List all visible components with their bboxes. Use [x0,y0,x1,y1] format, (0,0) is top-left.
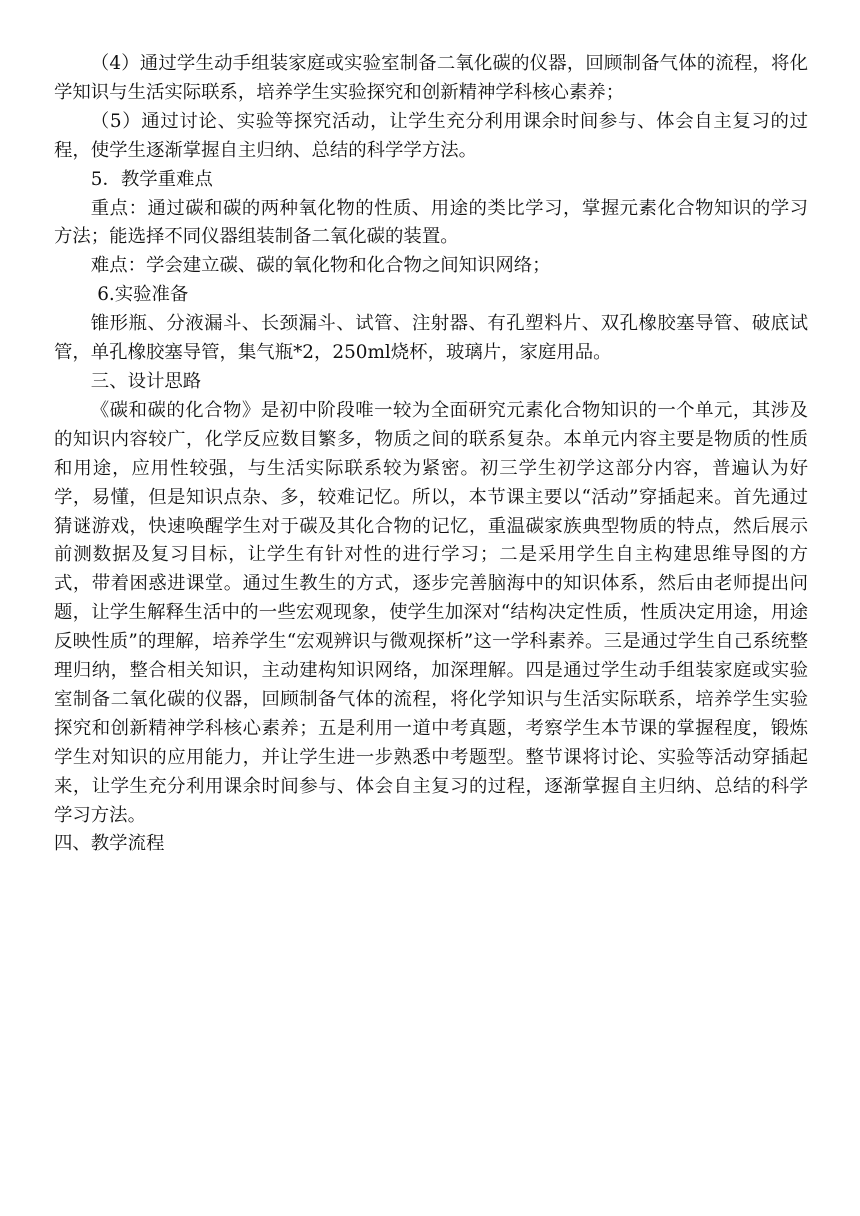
design-paragraph: 《碳和碳的化合物》是初中阶段唯一较为全面研究元素化合物知识的一个单元，其涉及的知识内容较广，化学反应数目繁多，物质之间的联系复杂。本单元内容主要是物质的性质和用途，应用性较强，与生活实际联系较为紧密。初三学生初学这部分内容，普遍认为好学，易懂，但是知识点杂、多，较难记忆。所以，本节课主要以“活动”穿插起来。首先通过猜谜游戏，快速唤醒学生对于碳及其化合物的记忆，重温碳家族典型物质的特点，然后展示前测数据及复习目标，让学生有针对性的进行学习；二是采用学生自主构建思维导图的方式，带着困惑进课堂。通过生教生的方式，逐步完善脑海中的知识体系，然后由老师提出问题，让学生解释生活中的一些宏观现象，使学生加深对“结构决定性质，性质决定用途，用途反映性质”的理解，培养学生“宏观辨识与微观探析”这一学科素养。三是通过学生自己系统整理归纳，整合相关知识，主动建构知识网络，加深理解。四是通过学生动手组装家庭或实验室制备二氧化碳的仪器，回顾制备气体的流程，将化学知识与生活实际联系，培养学生实验探究和创新精神学科核心素养；五是利用一道中考真题，考察学生本节课的掌握程度，锻炼学生对知识的应用能力，并让学生进一步熟悉中考题型。整节课将讨论、实验等活动穿插起来，让学生充分利用课余时间参与、体会自主复习的过程，逐渐掌握自主归纳、总结的科学学习方法。 [54,399,808,826]
section-heading-key-points: 5．教学重难点 [90,168,213,190]
section-heading-design: 三、设计思路 [90,370,202,392]
difficult-point-paragraph: 难点：学会建立碳、碳的氧化物和化合物之间知识网络； [90,255,551,277]
lab-prep-paragraph: 锥形瓶、分液漏斗、长颈漏斗、试管、注射器、有孔塑料片、双孔橡胶塞导管、破底试管，单孔橡胶塞导管，集气瓶*2，250ml烧杯，玻璃片，家庭用品。 [54,313,808,364]
objective-5: （5）通过讨论、实验等探究活动，让学生充分利用课余时间参与、体会自主复习的过程，使学生逐渐掌握自主归纳、总结的科学学方法。 [54,110,808,161]
key-point-paragraph: 重点：通过碳和碳的两种氧化物的性质、用途的类比学习，掌握元素化合物知识的学习方法；能选择不同仪器组装制备二氧化碳的装置。 [54,197,808,248]
objective-4: （4）通过学生动手组装家庭或实验室制备二氧化碳的仪器，回顾制备气体的流程，将化学知识与生活实际联系，培养学生实验探究和创新精神学科核心素养； [54,53,808,103]
section-heading-teaching-flow: 四、教学流程 [54,833,165,855]
section-heading-lab-prep: 6.实验准备 [97,284,189,306]
